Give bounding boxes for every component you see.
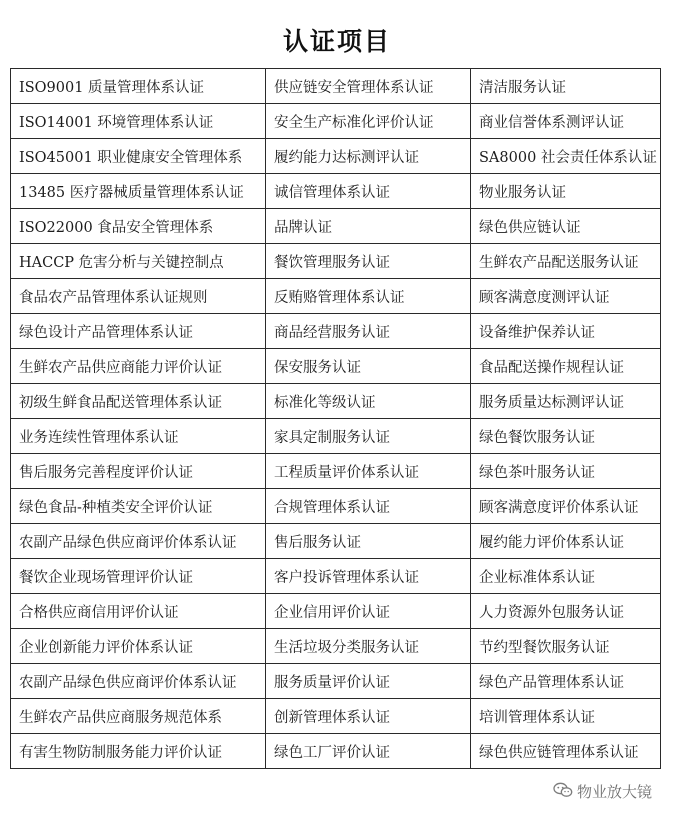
table-cell: 绿色产品管理体系认证 [471,664,661,699]
table-cell: 绿色食品-种植类安全评价认证 [11,489,266,524]
table-row [11,524,661,559]
table-cell: 服务质量评价认证 [266,664,471,699]
table-cell: 合规管理体系认证 [266,489,471,524]
table-cell: 顾客满意度评价体系认证 [471,489,661,524]
table-row [11,629,661,664]
table-cell: 生鲜农产品配送服务认证 [471,244,661,279]
table-cell: 工程质量评价体系认证 [266,454,471,489]
table-cell: 人力资源外包服务认证 [471,594,661,629]
table-cell: 服务质量达标测评认证 [471,384,661,419]
table-cell: 供应链安全管理体系认证 [266,69,471,104]
table-cell: 履约能力评价体系认证 [471,524,661,559]
table-cell: 餐饮管理服务认证 [266,244,471,279]
certification-table [10,68,661,769]
table-cell: 标准化等级认证 [266,384,471,419]
table-cell: 生活垃圾分类服务认证 [266,629,471,664]
table-row [11,734,661,769]
table-cell: 绿色设计产品管理体系认证 [11,314,266,349]
table-cell: 食品农产品管理体系认证规则 [11,279,266,314]
certification-table-body [11,69,661,769]
table-cell: 农副产品绿色供应商评价体系认证 [11,524,266,559]
table-row [11,454,661,489]
table-row [11,209,661,244]
table-cell: 合格供应商信用评价认证 [11,594,266,629]
watermark [553,781,652,802]
table-row [11,384,661,419]
table-cell: 物业服务认证 [471,174,661,209]
table-cell: 设备维护保养认证 [471,314,661,349]
table-row [11,174,661,209]
table-row [11,559,661,594]
table-cell: 生鲜农产品供应商能力评价认证 [11,349,266,384]
table-cell: 培训管理体系认证 [471,699,661,734]
table-cell: 家具定制服务认证 [266,419,471,454]
table-cell: 清洁服务认证 [471,69,661,104]
page-title: 认证项目 [282,27,391,56]
table-cell: 诚信管理体系认证 [266,174,471,209]
table-cell: 农副产品绿色供应商评价体系认证 [11,664,266,699]
table-cell: 反贿赂管理体系认证 [266,279,471,314]
table-row [11,279,661,314]
table-cell: 企业信用评价认证 [266,594,471,629]
table-cell: 企业标准体系认证 [471,559,661,594]
watermark-text: 物业放大镜 [576,783,652,801]
table-cell: ISO14001 环境管理体系认证 [11,104,266,139]
table-cell: 顾客满意度测评认证 [471,279,661,314]
table-cell: 生鲜农产品供应商服务规范体系 [11,699,266,734]
table-cell: 保安服务认证 [266,349,471,384]
table-cell: 售后服务认证 [266,524,471,559]
table-row [11,489,661,524]
table-cell: 企业创新能力评价体系认证 [11,629,266,664]
table-row [11,314,661,349]
table-cell: 履约能力达标测评认证 [266,139,471,174]
table-cell: 商品经营服务认证 [266,314,471,349]
table-cell: 商业信誉体系测评认证 [471,104,661,139]
table-cell: ISO45001 职业健康安全管理体系 [11,139,266,174]
table-cell: 客户投诉管理体系认证 [266,559,471,594]
table-cell: ISO22000 食品安全管理体系 [11,209,266,244]
table-cell: 食品配送操作规程认证 [471,349,661,384]
table-cell: 绿色供应链认证 [471,209,661,244]
table-cell: 业务连续性管理体系认证 [11,419,266,454]
table-cell: 13485 医疗器械质量管理体系认证 [11,174,266,209]
table-cell: 品牌认证 [266,209,471,244]
table-row [11,139,661,174]
table-cell: SA8000 社会责任体系认证 [471,139,661,174]
table-cell: 售后服务完善程度评价认证 [11,454,266,489]
table-row [11,349,661,384]
table-cell: 初级生鲜食品配送管理体系认证 [11,384,266,419]
table-cell: 绿色工厂评价认证 [266,734,471,769]
table-cell: 绿色餐饮服务认证 [471,419,661,454]
table-row [11,594,661,629]
table-row [11,699,661,734]
table-row [11,244,661,279]
table-cell: 创新管理体系认证 [266,699,471,734]
table-cell: 有害生物防制服务能力评价认证 [11,734,266,769]
wechat-icon [553,782,573,802]
table-row [11,104,661,139]
table-cell: 绿色茶叶服务认证 [471,454,661,489]
table-cell: 绿色供应链管理体系认证 [471,734,661,769]
table-row [11,419,661,454]
table-cell: 餐饮企业现场管理评价认证 [11,559,266,594]
table-row [11,664,661,699]
table-cell: HACCP 危害分析与关键控制点 [11,244,266,279]
table-cell: ISO9001 质量管理体系认证 [11,69,266,104]
table-cell: 安全生产标准化评价认证 [266,104,471,139]
table-row [11,69,661,104]
table-cell: 节约型餐饮服务认证 [471,629,661,664]
